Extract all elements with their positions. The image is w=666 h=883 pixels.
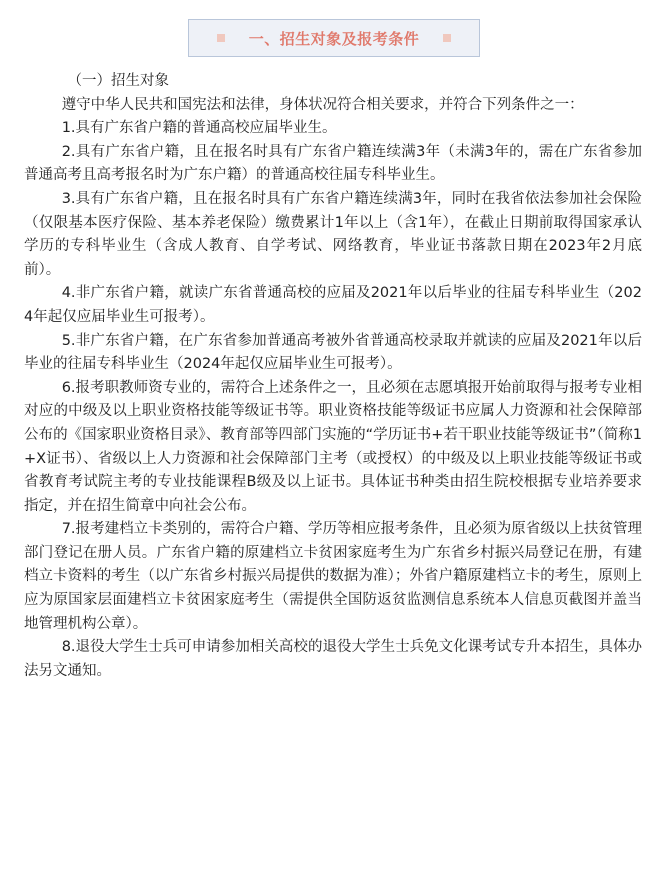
article-body (24, 70, 642, 683)
condition-paragraph: 1.具有广东省户籍的普通高校应届毕业生。 (61, 120, 337, 137)
title-decoration-left (217, 34, 225, 42)
title-decoration-right (443, 34, 451, 42)
condition-paragraph: 6.报考职教师资专业的，需符合上述条件之一，且必须在志愿填报开始前取得与报考专业相对应的中级及以上职业资格技能等级证书等。职业资格技能等级证书应属人力资源和社会保障部公布的《国家职业资格目录》、教育部等四部门实施的“学历证书+若干职业技能等级证书”（简称1+X证书）、省级以上人力资源和社会保障部门主考（或授权）的中级及以上职业技能等级证书或省教育考试院主考的专业技能课程B级及以上证书。具体证书种类由招生院校根据专业培养要求指定，并在招生简章中向社会公布。 (24, 379, 642, 514)
condition-paragraph: 3.具有广东省户籍，且在报名时具有广东省户籍连续满3年，同时在我省依法参加社会保险（仅限基本医疗保险、基本养老保险）缴费累计1年以上（含1年），在截止日期前取得国家承认学历的专科毕业生（含成人教育、自学考试、网络教育，毕业证书落款日期在2023年2月底前）。 (24, 190, 642, 278)
subheading: （一）招生对象 (67, 73, 169, 89)
intro-paragraph: 遵守中华人民共和国宪法和法律，身体状况符合相关要求，并符合下列条件之一： (61, 96, 584, 113)
section-title: 一、招生对象及报考条件 (248, 29, 420, 48)
condition-paragraph: 5.非广东省户籍，在广东省参加普通高考被外省普通高校录取并就读的应届及2021年以后毕业的往届专科毕业生（2024年起仅应届毕业生可报考）。 (24, 332, 642, 373)
condition-paragraph: 8.退役大学生士兵可申请参加相关高校的退役大学生士兵免文化课考试专升本招生，具体办法另文通知。 (24, 639, 642, 679)
condition-paragraph: 2.具有广东省户籍，且在报名时具有广东省户籍连续满3年（未满3年的，需在广东省参加普通高考且高考报名时为广东户籍）的普通高校往届专科毕业生。 (24, 143, 642, 184)
condition-paragraph: 7.报考建档立卡类别的，需符合户籍、学历等相应报考条件，且必须为原省级以上扶贫管理部门登记在册人员。广东省户籍的原建档立卡贫困家庭考生为广东省乡村振兴局登记在册，有建档立卡资料的考生（以广东省乡村振兴局提供的数据为准）；外省户籍原建档立卡的考生，原则上应为原国家层面建档立卡贫困家庭考生（需提供全国防返贫监测信息系统本人信息页截图并盖当地管理机构公章）。 (24, 521, 642, 632)
condition-paragraph: 4.非广东省户籍，就读广东省普通高校的应届及2021年以后毕业的往届专科毕业生（2024年起仅应届毕业生可报考）。 (24, 285, 642, 325)
section-title-box (188, 19, 480, 57)
